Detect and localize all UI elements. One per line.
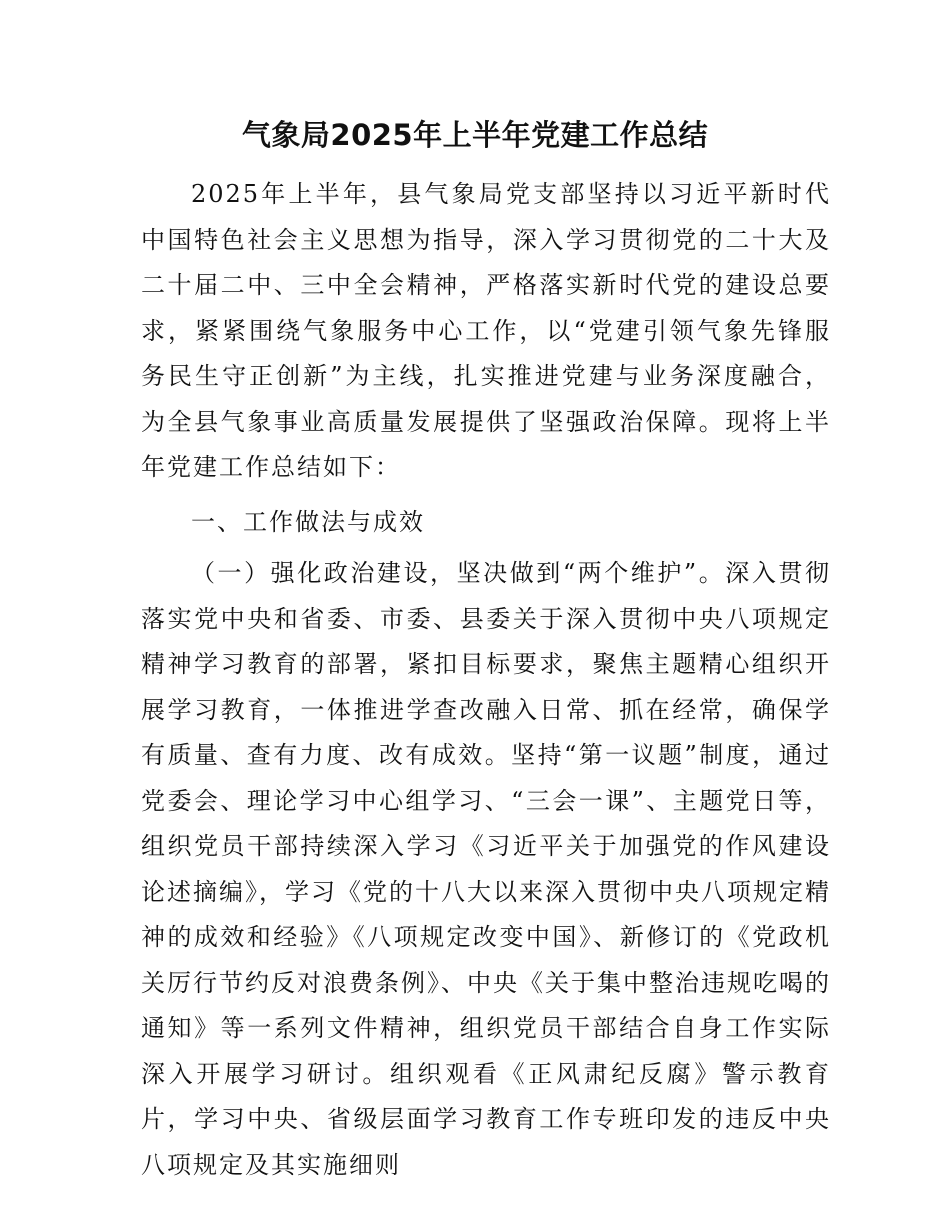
section-paragraph: （一）强化政治建设，坚决做到“两个维护”。深入贯彻落实党中央和省委、市委、县委关于深入贯彻中央八项规定精神学习教育的部署，紧扣目标要求，聚焦主题精心组织开展学习教育，一体推进学查改融入日常、抓在经常，确保学有质量、查有力度、改有成效。坚持“第一议题”制度，通过党委会、理论学习中心组学习、“三会一课”、主题党日等，组织党员干部持续深入学习《习近平关于加强党的作风建设论述摘编》，学习《党的十八大以来深入贯彻中央八项规定精神的成效和经验》《八项规定改变中国》、新修订的《党政机关厉行节约反对浪费条例》、中央《关于集中整治违规吃喝的通知》等一系列文件精神，组织党员干部结合自身工作实际深入开展学习研讨。组织观看《正风肃纪反腐》警示教育片，学习中央、省级层面学习教育工作专班印发的违反中央八项规定及其实施细则	[141, 559, 831, 1179]
section-heading: 一、工作做法与成效	[191, 507, 425, 536]
intro-paragraph: 2025年上半年，县气象局党支部坚持以习近平新时代中国特色社会主义思想为指导，深入学习贯彻党的二十大及二十届二中、三中全会精神，严格落实新时代党的建设总要求，紧紧围绕气象服务中心工作，以“党建引领气象先锋服务民生守正创新”为主线，扎实推进党建与业务深度融合，为全县气象事业高质量发展提供了坚强政治保障。现将上半年党建工作总结如下：	[141, 180, 831, 481]
document-title: 气象局2025年上半年党建工作总结	[241, 118, 709, 152]
document-body	[141, 172, 831, 1188]
